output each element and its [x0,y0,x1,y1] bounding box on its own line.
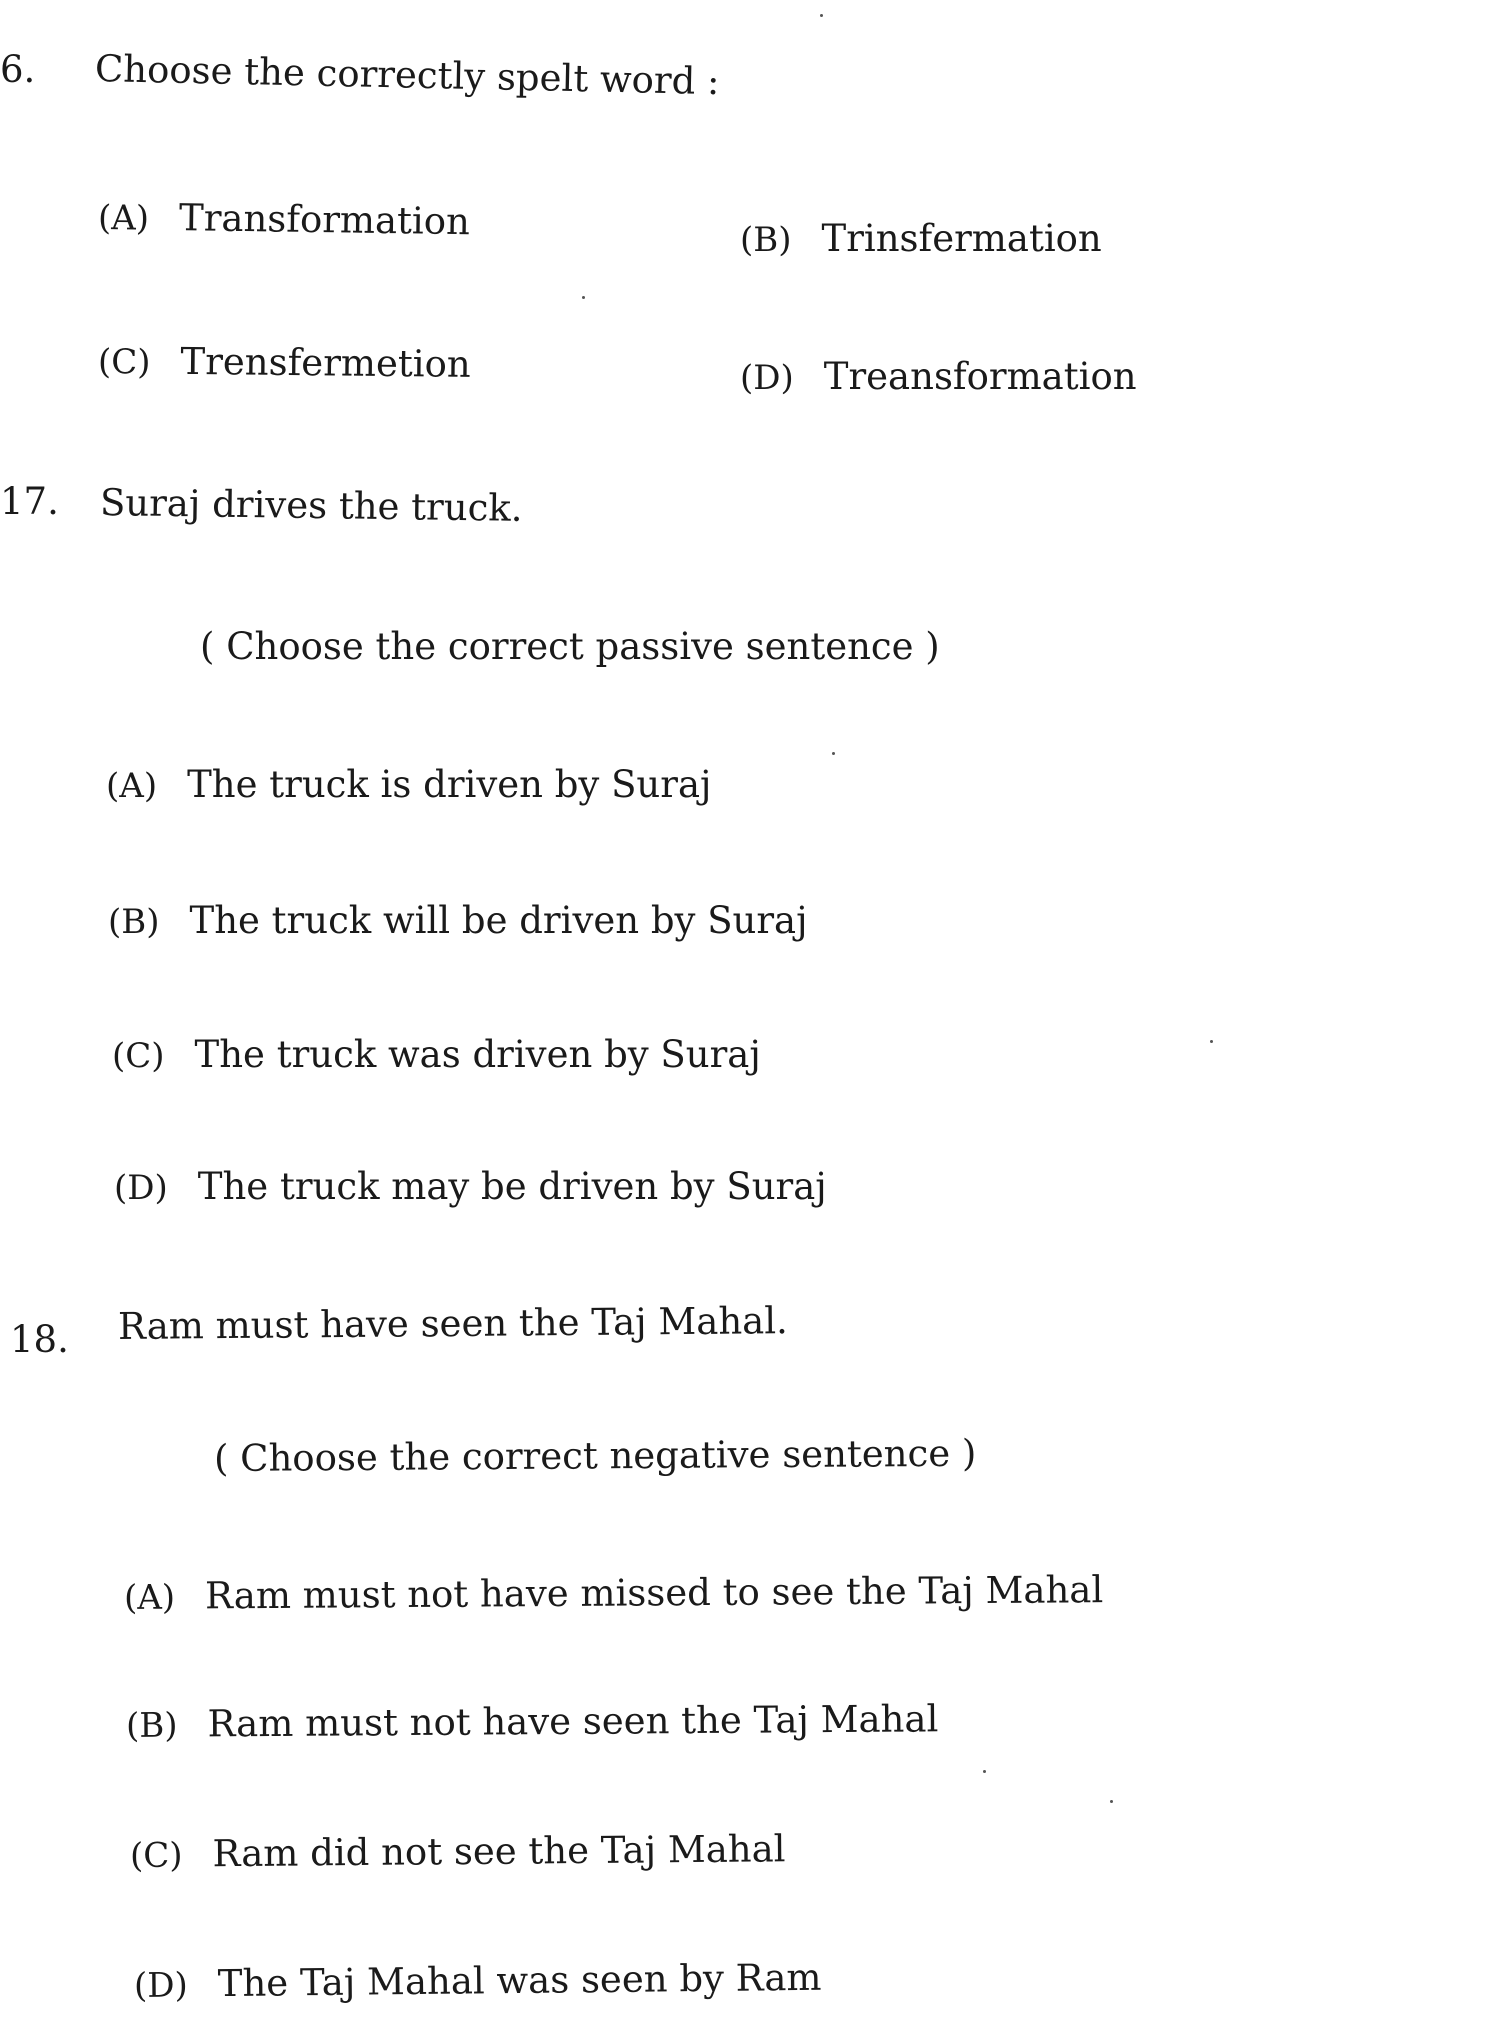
scan-speck [983,1770,986,1773]
option-text: Ram must not have missed to see the Taj Mahal [204,1568,1104,1618]
question-text: Choose the correctly spelt word : [94,47,720,104]
option-text: The truck may be driven by Suraj [197,1165,827,1208]
option-label: (B) [125,1705,178,1746]
option-label: (C) [129,1835,183,1876]
option-d [133,1955,822,2006]
option-label: (C) [97,342,151,383]
question-number: 18. [10,1318,69,1361]
question-instruction: ( Choose the correct negative sentence ) [213,1431,977,1480]
option-text: The truck is driven by Suraj [187,763,712,806]
option-text: The truck will be driven by Suraj [189,899,808,942]
option-text: Ram must not have seen the Taj Mahal [207,1697,939,1746]
option-label: (A) [106,766,158,806]
option-text: Trinsfermation [821,217,1102,260]
option-text: Ram did not see the Taj Mahal [212,1827,786,1876]
option-a [106,763,712,806]
option-text: The Taj Mahal was seen by Ram [217,1955,822,2006]
scan-speck [582,296,585,299]
option-text: The truck was driven by Suraj [194,1033,761,1076]
option-label: (D) [133,1965,189,2006]
question-instruction: ( Choose the correct passive sentence ) [200,625,940,668]
option-b [108,899,808,942]
option-c [129,1827,786,1876]
option-text: Treansformation [823,355,1137,398]
option-label: (C) [112,1036,165,1076]
option-c [97,339,471,386]
option-label: (A) [123,1577,176,1618]
question-text: Suraj drives the truck. [99,481,523,530]
question-number: 6. [0,48,36,91]
option-text: Transformation [178,196,471,244]
option-d [740,355,1137,398]
option-label: (B) [108,902,160,942]
option-d [114,1165,827,1208]
option-b [125,1697,939,1746]
option-a [97,196,471,244]
option-label: (B) [740,220,792,260]
scan-speck [1110,1800,1113,1803]
question-text: Ram must have seen the Taj Mahal. [117,1299,789,1348]
question-number: 17. [0,480,59,523]
option-label: (A) [97,198,150,239]
option-c [112,1033,761,1076]
scan-speck [832,752,835,755]
option-text: Trensfermetion [180,339,471,386]
scan-speck [820,14,823,17]
option-label: (D) [740,358,794,398]
option-label: (D) [114,1168,168,1208]
scan-speck [1210,1040,1213,1043]
option-a [123,1568,1104,1618]
option-b [740,217,1102,260]
